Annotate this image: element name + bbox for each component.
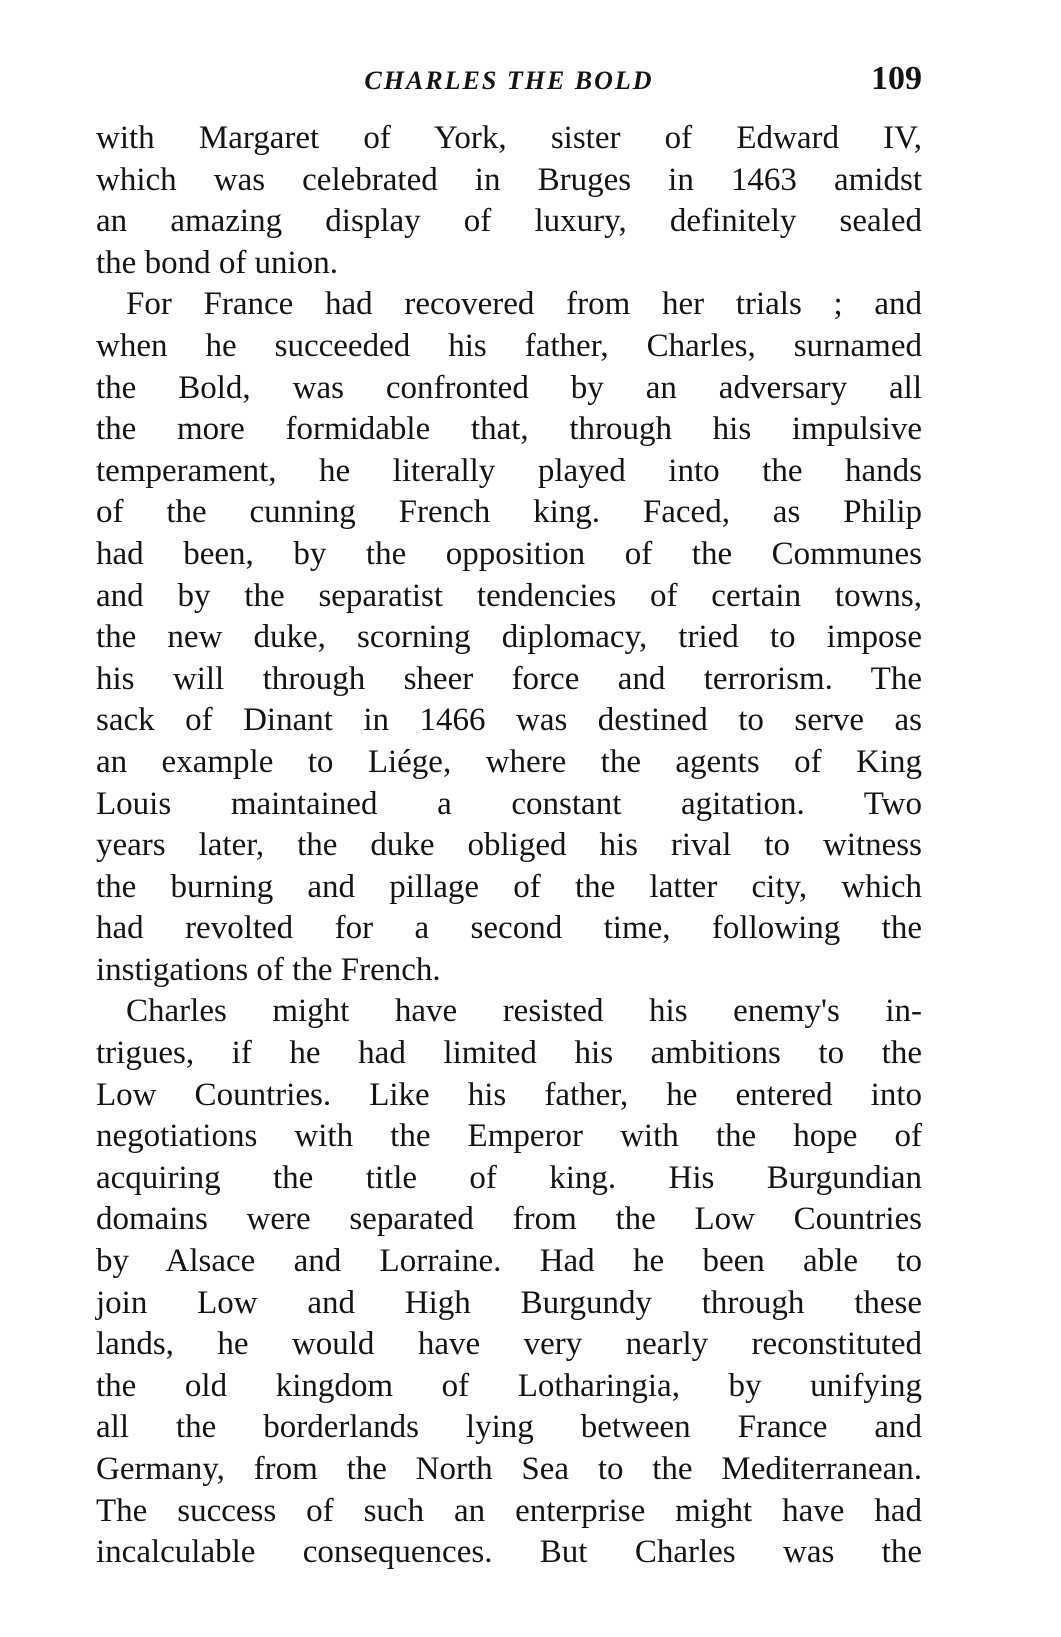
text-line: The success of such an enterprise might have had (96, 1492, 922, 1529)
text-line: the new duke, scorning diplomacy, tried to impose (96, 619, 922, 656)
text-line: domains were separated from the Low Countries (96, 1201, 922, 1238)
text-line: Louis maintained a constant agitation. Two (96, 785, 922, 822)
text-line: of the cunning French king. Faced, as Philip (96, 494, 922, 531)
text-line: Charles might have resisted his enemy's in- (126, 993, 922, 1030)
text-line: the burning and pillage of the latter city, which (96, 868, 922, 905)
text-line: all the borderlands lying between France and (96, 1409, 922, 1446)
text-line: years later, the duke obliged his rival to witness (96, 827, 922, 864)
text-line: the bond of union. (96, 244, 338, 281)
text-line: trigues, if he had limited his ambitions to the (96, 1035, 922, 1072)
running-title: CHARLES THE BOLD (364, 66, 654, 95)
text-line: Germany, from the North Sea to the Mediterranean. (96, 1451, 922, 1487)
text-line: join Low and High Burgundy through these (96, 1284, 922, 1321)
text-line: incalculable consequences. But Charles was the (96, 1534, 922, 1571)
text-line: instigations of the French. (96, 951, 441, 988)
text-line: with Margaret of York, sister of Edward IV, (96, 120, 922, 156)
text-line: by Alsace and Lorraine. Had he been able to (96, 1243, 922, 1280)
text-line: the Bold, was confronted by an adversary all (96, 369, 922, 406)
text-line: his will through sheer force and terrorism. The (96, 660, 922, 697)
text-line: an example to Liége, where the agents of King (96, 743, 922, 780)
page-number: 109 (871, 60, 922, 97)
text-line: Low Countries. Like his father, he entered into (96, 1076, 922, 1113)
text-line: when he succeeded his father, Charles, surnamed (96, 327, 922, 364)
running-head (96, 60, 922, 100)
text-line: lands, he would have very nearly reconstituted (96, 1326, 922, 1363)
text-line: negotiations with the Emperor with the hope of (96, 1118, 922, 1155)
text-line: For France had recovered from her trials ; and (126, 286, 922, 323)
text-line: temperament, he literally played into the hands (96, 452, 922, 489)
text-line: an amazing display of luxury, definitely sealed (96, 203, 922, 240)
text-line: had revolted for a second time, following the (96, 910, 922, 947)
text-line: acquiring the title of king. His Burgundian (96, 1159, 922, 1196)
text-line: the more formidable that, through his impulsive (96, 411, 922, 448)
text-line: had been, by the opposition of the Communes (96, 535, 922, 572)
text-line: which was celebrated in Bruges in 1463 amidst (96, 161, 922, 198)
text-line: sack of Dinant in 1466 was destined to serve as (96, 702, 922, 739)
text-line: and by the separatist tendencies of certain towns, (96, 577, 922, 614)
body-text (96, 118, 922, 1574)
text-line: the old kingdom of Lotharingia, by unifying (96, 1367, 922, 1404)
